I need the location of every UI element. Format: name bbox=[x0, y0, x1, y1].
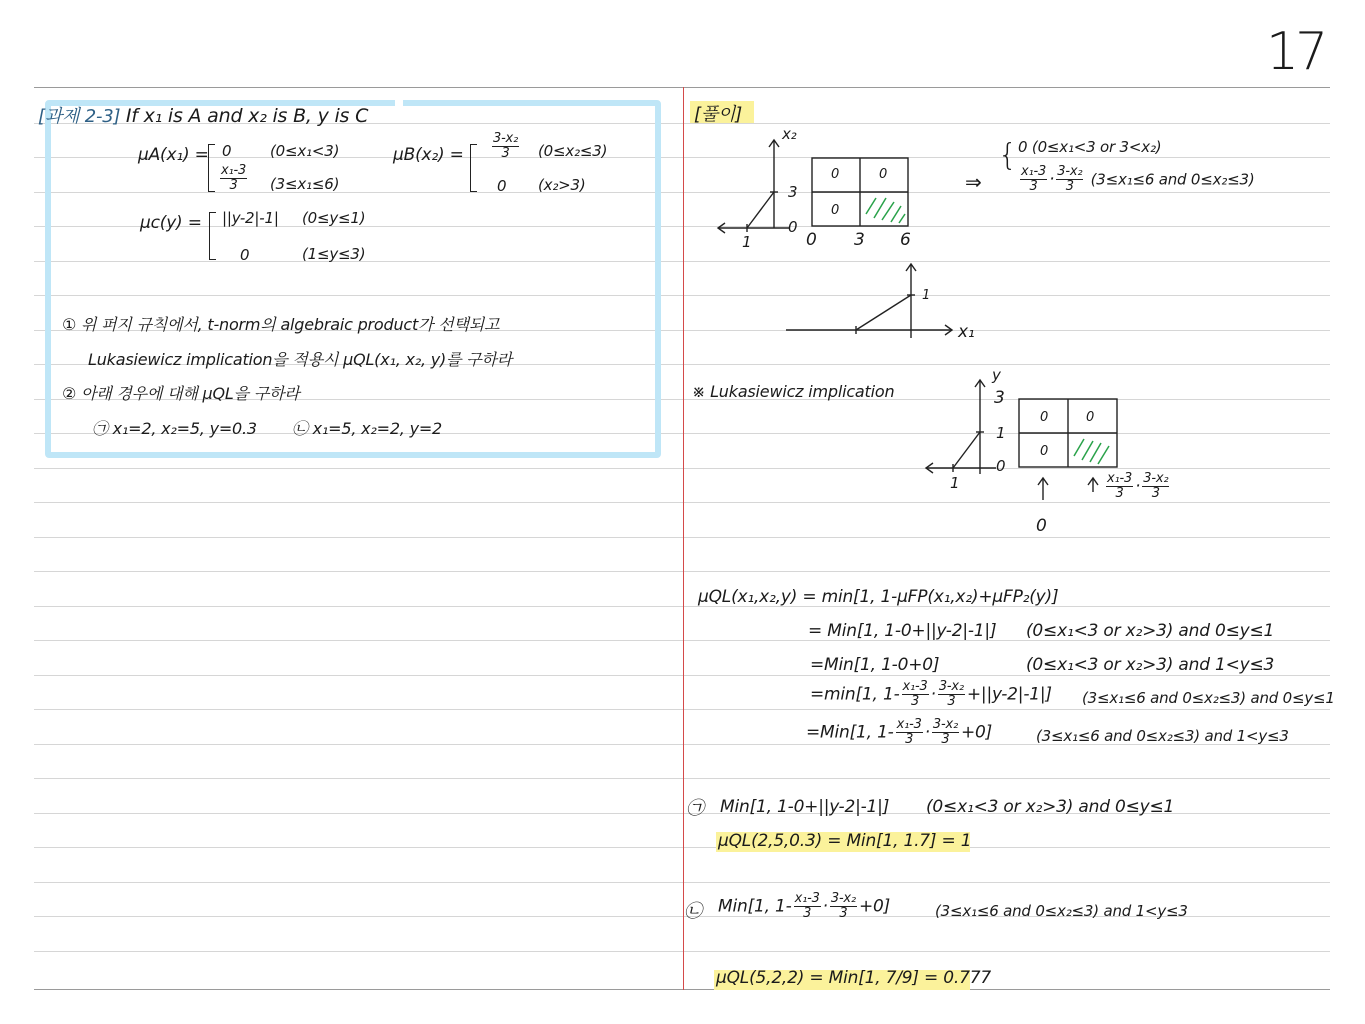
hatch-region-2 bbox=[1074, 439, 1109, 464]
muC-label: μc(y) = bbox=[140, 213, 202, 233]
top-rule bbox=[34, 87, 1330, 88]
hatch-region bbox=[866, 198, 905, 223]
graph1-x-tick-6: 6 bbox=[900, 230, 911, 250]
result-row2: $\frac{\text{x₁-3}}{3}$ · $\frac{\text{3-x₂}}{3}$ (3≤x₁≤6 and 0≤x₂≤3) bbox=[1021, 164, 1255, 194]
equation-line-3-condition: (3≤x₁≤6 and 0≤x₂≤3) and 0≤y≤1 bbox=[1082, 689, 1335, 707]
graph3-below-zero: 0 bbox=[1036, 516, 1047, 536]
graph2-x-label: x₁ bbox=[958, 322, 975, 342]
result-row1: 0 (0≤x₁<3 or 3<x₂) bbox=[1018, 138, 1162, 156]
graph1-x-tick-3: 3 bbox=[854, 230, 865, 250]
graph3-x-tick-1: 1 bbox=[950, 474, 960, 492]
equation-line-4-condition: (3≤x₁≤6 and 0≤x₂≤3) and 1<y≤3 bbox=[1036, 727, 1289, 745]
question-1-line2: Lukasiewicz implication을 적용시 μQL(x₁, x₂, y)를 구하라 bbox=[88, 350, 512, 369]
graph1-y-label: x₂ bbox=[782, 125, 797, 143]
graph3-cell-tr: 0 bbox=[1086, 410, 1095, 425]
muC-row1-condition: (0≤y≤1) bbox=[302, 209, 366, 227]
muA-row1-condition: (0≤x₁<3) bbox=[270, 142, 340, 160]
answer-2-condition: (3≤x₁≤6 and 0≤x₂≤3) and 1<y≤3 bbox=[935, 902, 1188, 920]
margin-line bbox=[683, 87, 684, 990]
answer-1-mark: ㉠ bbox=[686, 798, 704, 819]
bottom-rule bbox=[34, 989, 1330, 990]
graph1-x-tick-0: 0 bbox=[806, 230, 817, 250]
equation-line-3: =min[1, 1- $\frac{\text{x₁-3}}{3}$ · $\frac{\text{3-x₂}}{3}$ +||y-2|-1|] bbox=[810, 679, 1052, 709]
answer-1-expression: Min[1, 1-0+||y-2|-1|] bbox=[720, 797, 890, 817]
muA-row2-condition: (3≤x₁≤6) bbox=[270, 175, 340, 193]
question-2: ② 아래 경우에 대해 μQL을 구하라 bbox=[62, 384, 300, 403]
answer-2-mark: ㉡ bbox=[684, 901, 702, 922]
answer-2-expression: Min[1, 1- $\frac{\text{x₁-3}}{3}$ · $\frac{\text{3-x₂}}{3}$ +0] bbox=[718, 891, 891, 921]
muC-bracket bbox=[209, 212, 216, 260]
implies-arrow: ⇒ bbox=[965, 170, 982, 194]
answer-1-condition: (0≤x₁<3 or x₂>3) and 0≤y≤1 bbox=[926, 797, 1175, 817]
graph3-cell-tl: 0 bbox=[1040, 410, 1049, 425]
graph3-y-tick-3: 3 bbox=[994, 388, 1005, 408]
graph1-cell-tl: 0 bbox=[831, 167, 840, 182]
graph1-y-tick-0: 0 bbox=[788, 218, 798, 236]
problem-tag: [과제 2-3] bbox=[38, 106, 121, 127]
case-b: ㉡ x₁=5, x₂=2, y=2 bbox=[292, 419, 443, 438]
muA-row1-value: 0 bbox=[222, 142, 232, 160]
region-graph-y bbox=[920, 372, 1130, 487]
muB-bracket bbox=[470, 144, 477, 192]
muB-row2-value: 0 bbox=[497, 177, 507, 195]
equation-line-1: = Min[1, 1-0+||y-2|-1|] bbox=[808, 621, 997, 641]
muB-label: μB(x₂) = bbox=[393, 145, 464, 165]
page-number: 17 bbox=[1266, 22, 1325, 82]
problem-statement: If x₁ is A and x₂ is B, y is C bbox=[125, 105, 369, 127]
solution-tag: [풀이] bbox=[694, 104, 743, 125]
muB-row1-fraction: $\frac{\text{3-x₂}}{3}$ bbox=[493, 131, 519, 161]
graph3-y-tick-1: 1 bbox=[996, 424, 1006, 442]
muC-row1-value: ||y-2|-1| bbox=[222, 209, 279, 227]
equation-line-1-condition: (0≤x₁<3 or x₂>3) and 0≤y≤1 bbox=[1026, 621, 1275, 641]
muC-row2-value: 0 bbox=[240, 246, 250, 264]
graph3-y-tick-0: 0 bbox=[996, 457, 1006, 475]
muA-bracket bbox=[208, 144, 215, 192]
graph2-y-tick-1: 1 bbox=[922, 288, 931, 303]
muB-row2-condition: (x₂>3) bbox=[538, 176, 586, 194]
graph3-pointer-arrows bbox=[1030, 474, 1110, 504]
graph3-cell-bl: 0 bbox=[1040, 444, 1049, 459]
case-a: ㉠ x₁=2, x₂=5, y=0.3 bbox=[92, 419, 257, 438]
graph3-below-product: $\frac{\text{x₁-3}}{3}$ · $\frac{\text{3-x₂}}{3}$ bbox=[1107, 471, 1169, 501]
answer-1-result: μQL(2,5,0.3) = Min[1, 1.7] = 1 bbox=[718, 831, 972, 851]
answer-2-result: μQL(5,2,2) = Min[1, 7/9] = 0.777 bbox=[716, 968, 991, 988]
equation-lhs: μQL(x₁,x₂,y) = min[1, 1-μFP(x₁,x₂)+μFP₂(y)] bbox=[698, 587, 1059, 607]
lukasiewicz-title: ※ Lukasiewicz implication bbox=[692, 382, 895, 401]
graph1-cell-tr: 0 bbox=[879, 167, 888, 182]
graph1-y-tick-3: 3 bbox=[788, 183, 798, 201]
graph1-cell-bl: 0 bbox=[831, 203, 840, 218]
question-1-line1: ① 위 퍼지 규칙에서, t-norm의 algebraic product가 선택되고 bbox=[62, 315, 500, 334]
muC-row2-condition: (1≤y≤3) bbox=[302, 245, 366, 263]
membership-graph-x1 bbox=[780, 258, 960, 343]
equation-line-2-condition: (0≤x₁<3 or x₂>3) and 1<y≤3 bbox=[1026, 655, 1275, 675]
graph1-x-tick-1: 1 bbox=[742, 233, 752, 251]
equation-line-4: =Min[1, 1- $\frac{\text{x₁-3}}{3}$ · $\frac{\text{3-x₂}}{3}$ +0] bbox=[806, 717, 993, 747]
muA-row2-fraction: $\frac{\text{x₁-3}}{3}$ bbox=[221, 163, 247, 193]
equation-line-2: =Min[1, 1-0+0] bbox=[810, 655, 940, 675]
muB-row1-condition: (0≤x₂≤3) bbox=[538, 142, 608, 160]
result-brace: { bbox=[998, 138, 1017, 173]
muA-label: μA(x₁) = bbox=[138, 145, 209, 165]
graph3-y-label: y bbox=[992, 366, 1001, 384]
